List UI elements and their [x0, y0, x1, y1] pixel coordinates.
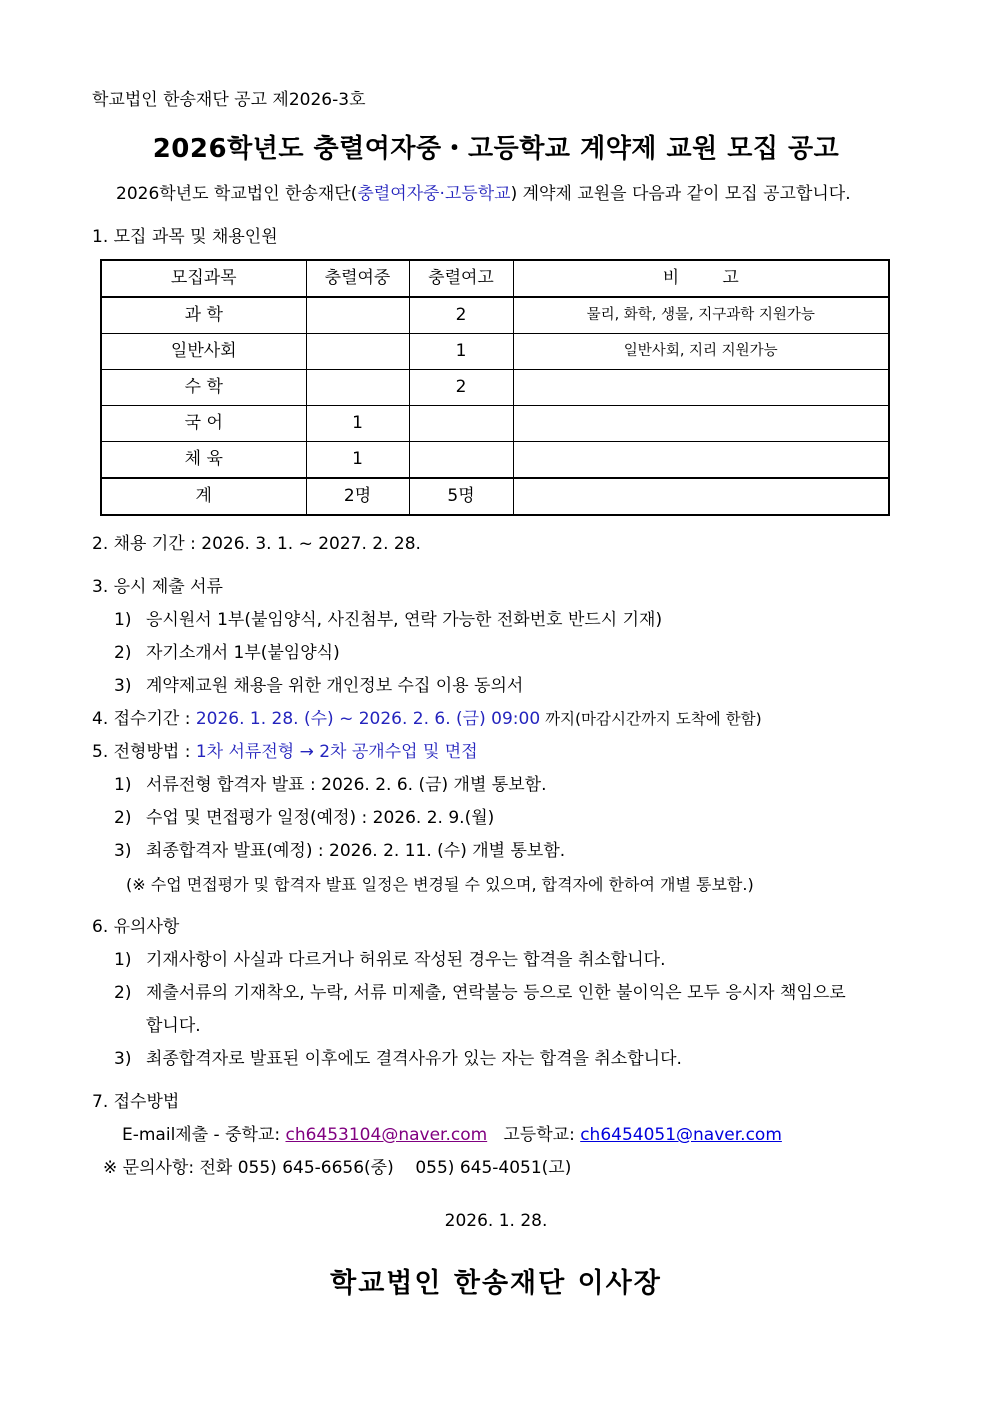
- item-text: 최종합격자로 발표된 이후에도 결격사유가 있는 자는 합격을 취소합니다.: [146, 1049, 682, 1069]
- section5-heading: [92, 736, 900, 769]
- item-number: 1): [114, 775, 132, 795]
- cell-high-count: [409, 406, 513, 442]
- cell-note: [513, 406, 889, 442]
- section5-process-highlight: 1차 서류전형 → 2차 공개수업 및 면접: [195, 742, 478, 762]
- cell-middle-count: 1: [306, 406, 409, 442]
- cell-middle-count: [306, 334, 409, 370]
- cell-total-middle: 2명: [306, 478, 409, 515]
- section5-item-3: [92, 835, 900, 868]
- cell-total-high: 5명: [409, 478, 513, 515]
- recruitment-table: [100, 259, 890, 516]
- cell-subject: 체 육: [101, 442, 306, 479]
- section5-schedule-note: (※ 수업 면접평가 및 합격자 발표 일정은 변경될 수 있으며, 합격자에 한하여 개별 통보함.): [126, 875, 754, 894]
- section3-item-1: [92, 604, 900, 637]
- item-number: 2): [114, 983, 132, 1003]
- item-number: 3): [114, 1049, 132, 1069]
- cell-high-count: 2: [409, 297, 513, 334]
- section6-heading: 6. 유의사항: [92, 917, 180, 937]
- item-number: 2): [114, 643, 132, 663]
- cell-middle-count: [306, 370, 409, 406]
- section2-heading: 2. 채용 기간 : 2026. 3. 1. ~ 2027. 2. 28.: [92, 534, 421, 554]
- item-text: 자기소개서 1부(붙임양식): [146, 643, 340, 663]
- section4-label: 4. 접수기간 :: [92, 709, 196, 729]
- intro-paragraph: [92, 178, 900, 211]
- cell-high-count: [409, 442, 513, 479]
- item-text: 계약제교원 채용을 위한 개인정보 수집 이용 동의서: [146, 676, 524, 696]
- issuer-signature: 학교법인 한송재단 이사장: [330, 1268, 662, 1299]
- item-text: 수업 및 면접평가 일정(예정) : 2026. 2. 9.(월): [146, 808, 495, 828]
- column-header-high-school: 충렬여고: [409, 260, 513, 297]
- table-row-korean: [101, 406, 889, 442]
- cell-middle-count: 1: [306, 442, 409, 479]
- item-number: 1): [114, 610, 132, 630]
- intro-text-pre: 2026학년도 학교법인 한송재단(: [116, 184, 358, 204]
- section3-heading: 3. 응시 제출 서류: [92, 577, 223, 597]
- section4-tail: 까지(마감시간까지 도착에 한함): [540, 710, 762, 728]
- cell-middle-count: [306, 297, 409, 334]
- item-text: 기재사항이 사실과 다르거나 허위로 작성된 경우는 합격을 취소합니다.: [146, 950, 666, 970]
- table-row-science: [101, 297, 889, 334]
- page-title: 2026학년도 충렬여자중・고등학교 계약제 교원 모집 공고: [152, 134, 840, 164]
- section3-item-2: [92, 637, 900, 670]
- section6-item-2: [92, 977, 900, 1043]
- section4-period-highlight: 2026. 1. 28. (수) ~ 2026. 2. 6. (금) 09:00: [195, 709, 541, 729]
- section5-item-2: [92, 802, 900, 835]
- table-row-total: [101, 478, 889, 515]
- column-header-middle-school: 충렬여중: [306, 260, 409, 297]
- column-header-subject: 모집과목: [101, 260, 306, 297]
- column-header-note: 비 고: [513, 260, 889, 297]
- item-text: 응시원서 1부(붙임양식, 사진첨부, 연락 가능한 전화번호 반드시 기재): [146, 610, 663, 630]
- section7-heading: 7. 접수방법: [92, 1092, 180, 1112]
- section4-heading: [92, 703, 900, 736]
- item-number: 2): [114, 808, 132, 828]
- cell-total-label: 계: [101, 478, 306, 515]
- section6-item-3: [92, 1043, 900, 1076]
- email-submission-line: [92, 1119, 900, 1152]
- item-number: 3): [114, 841, 132, 861]
- item-text: 서류전형 합격자 발표 : 2026. 2. 6. (금) 개별 통보함.: [146, 775, 547, 795]
- cell-note: 물리, 화학, 생물, 지구과학 지원가능: [513, 297, 889, 334]
- table-row-social-studies: [101, 334, 889, 370]
- email-line-prefix: E-mail제출 - 중학교:: [122, 1125, 286, 1145]
- item-text: 제출서류의 기재착오, 누락, 서류 미제출, 연락불능 등으로 인한 불이익은 모두 응시자 책임으로 합니다.: [146, 983, 846, 1036]
- item-number: 3): [114, 676, 132, 696]
- high-school-email-link[interactable]: ch6454051@naver.com: [580, 1125, 782, 1145]
- cell-high-count: 1: [409, 334, 513, 370]
- middle-school-email-link[interactable]: ch6453104@naver.com: [285, 1125, 488, 1145]
- cell-note: [513, 370, 889, 406]
- intro-school-name-highlight: 충렬여자중·고등학교: [357, 184, 511, 204]
- email-line-separator: 고등학교:: [487, 1125, 581, 1145]
- cell-subject: 수 학: [101, 370, 306, 406]
- inquiry-contact-line: ※ 문의사항: 전화 055) 645-6656(중) 055) 645-4051(고): [103, 1158, 572, 1178]
- cell-subject: 국 어: [101, 406, 306, 442]
- table-header-row: [101, 260, 889, 297]
- cell-note: 일반사회, 지리 지원가능: [513, 334, 889, 370]
- section6-item-1: [92, 944, 900, 977]
- section5-label: 5. 전형방법 :: [92, 742, 196, 762]
- item-number: 1): [114, 950, 132, 970]
- section5-item-1: [92, 769, 900, 802]
- table-row-math: [101, 370, 889, 406]
- intro-text-post: ) 계약제 교원을 다음과 같이 모집 공고합니다.: [510, 184, 851, 204]
- cell-subject: 과 학: [101, 297, 306, 334]
- announcement-date: 2026. 1. 28.: [444, 1211, 548, 1231]
- cell-high-count: 2: [409, 370, 513, 406]
- cell-note: [513, 442, 889, 479]
- section1-heading: 1. 모집 과목 및 채용인원: [92, 227, 278, 247]
- section3-item-3: [92, 670, 900, 703]
- cell-subject: 일반사회: [101, 334, 306, 370]
- item-text: 최종합격자 발표(예정) : 2026. 2. 11. (수) 개별 통보함.: [146, 841, 566, 861]
- notice-number: 학교법인 한송재단 공고 제2026-3호: [92, 90, 366, 110]
- cell-total-note: [513, 478, 889, 515]
- table-row-physical-education: [101, 442, 889, 479]
